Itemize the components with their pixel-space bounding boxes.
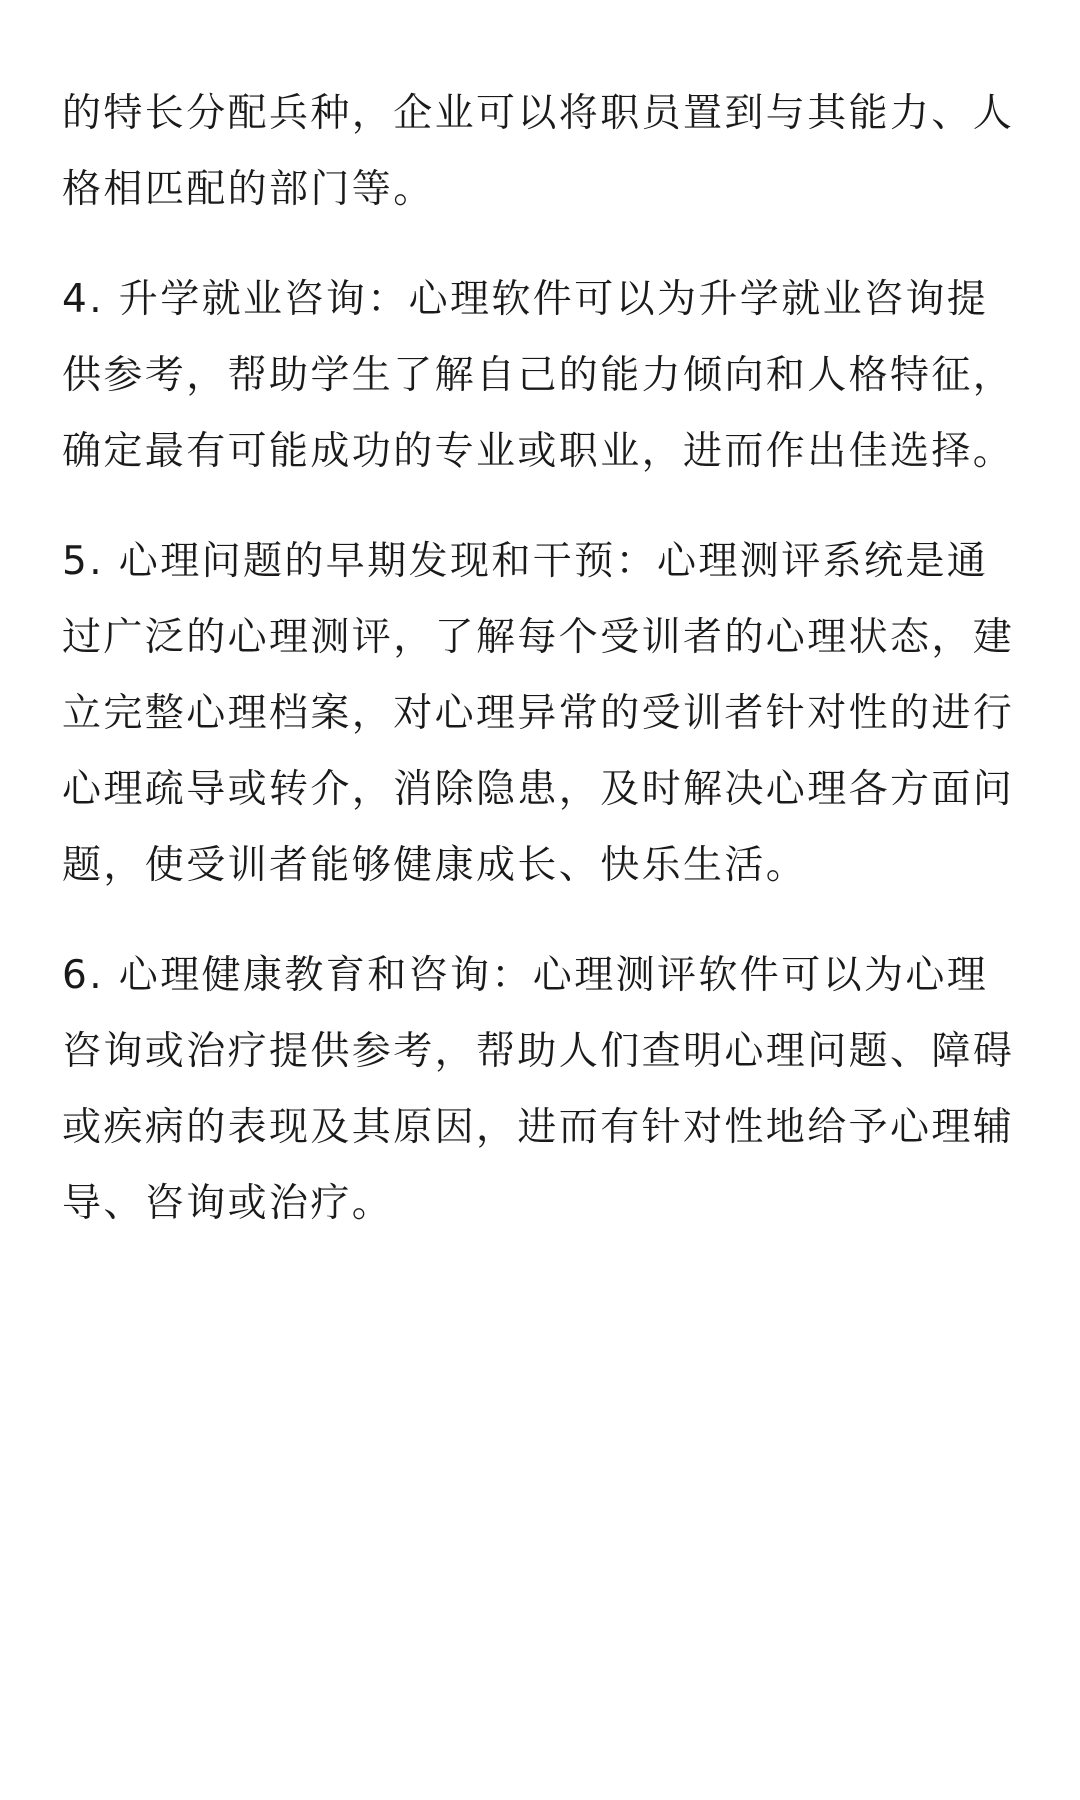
- article-body: [62, 76, 1020, 1276]
- paragraph-4-admission-career-consulting: 4. 升学就业咨询：心理软件可以为升学就业咨询提供参考，帮助学生了解自己的能力倾向和人格特征，确定最有可能成功的专业或职业，进而作出佳选择。: [62, 277, 1015, 474]
- paragraph-5-early-detection-intervention: 5. 心理问题的早期发现和干预：心理测评系统是通过广泛的心理测评，了解每个受训者的心理状态，建立完整心理档案，对心理异常的受训者针对性的进行心理疏导或转介，消除隐患，及时解决心理各方面问题，使受训者能够健康成长、快乐生活。: [62, 539, 1015, 888]
- paragraph-6-mental-health-education: 6. 心理健康教育和咨询：心理测评软件可以为心理咨询或治疗提供参考，帮助人们查明心理问题、障碍或疾病的表现及其原因，进而有针对性地给予心理辅导、咨询或治疗。: [62, 953, 1015, 1226]
- paragraph-continuation: 的特长分配兵种，企业可以将职员置到与其能力、人格相匹配的部门等。: [62, 91, 1015, 212]
